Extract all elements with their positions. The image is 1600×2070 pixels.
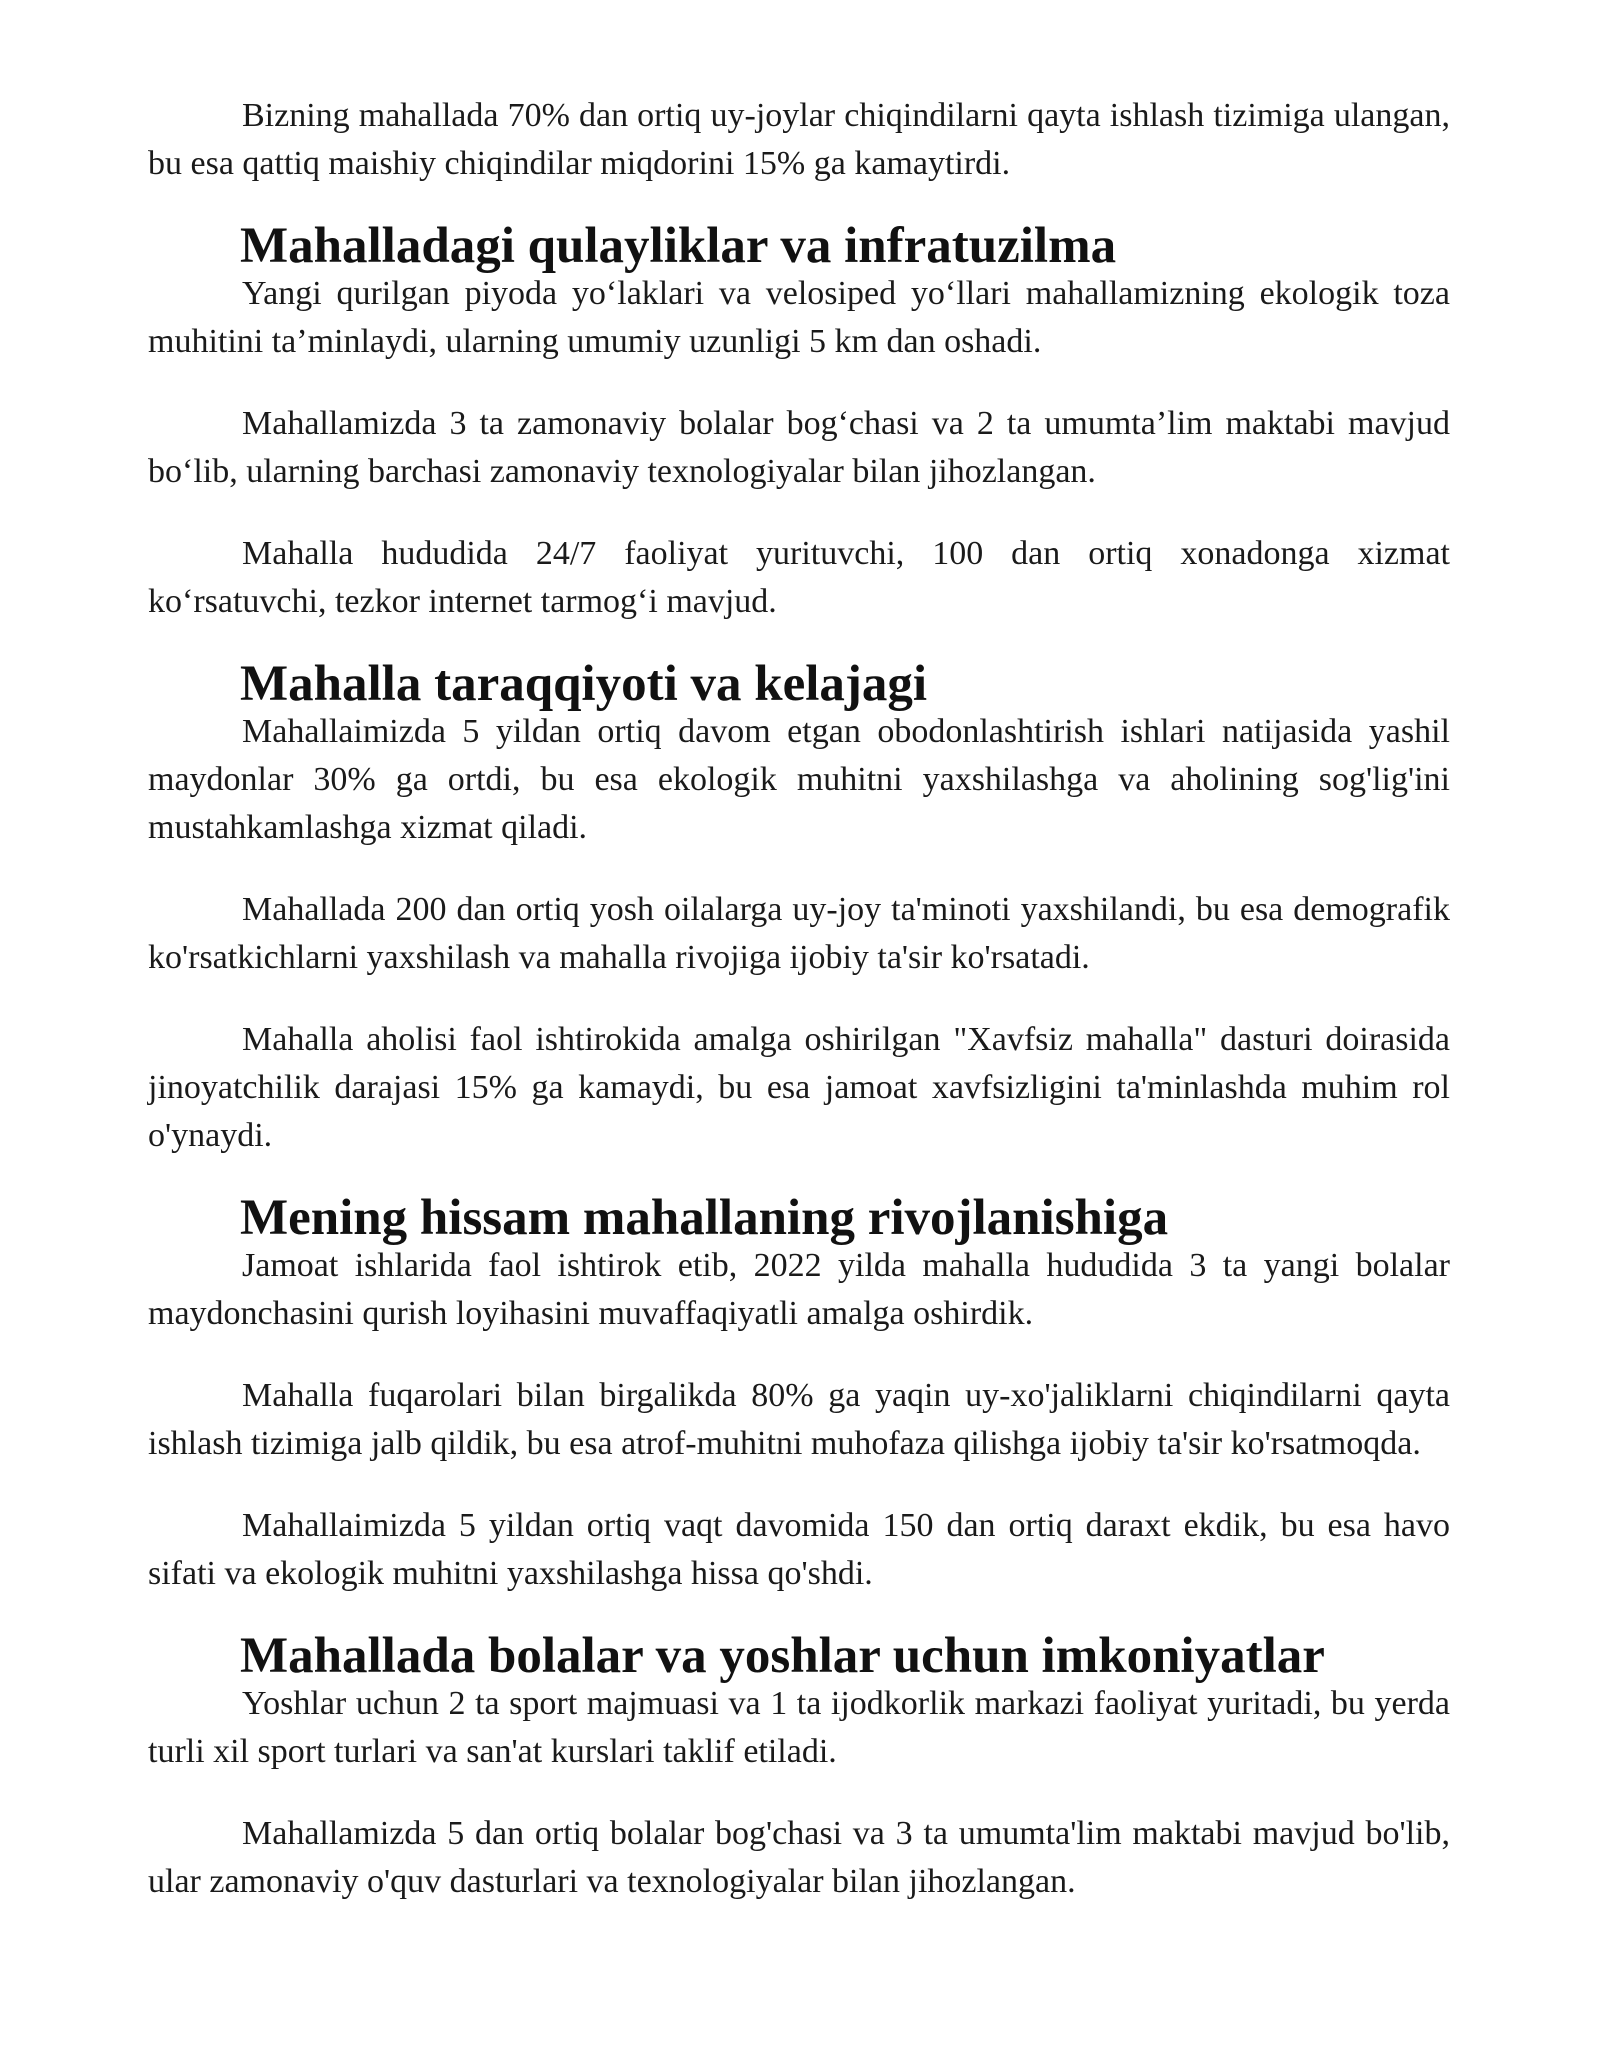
paragraph-households: Mahalla fuqarolari bilan birgalikda 80% ga yaqin uy-xo'jaliklarni chiqindilarni qayta ishlash tizimiga jalb qildik, bu esa atrof-muhitni muhofaza qilishga ijobiy ta'sir ko'rsatmoqda. [148, 1377, 1450, 1462]
document-page [148, 92, 1450, 1906]
heading-my-contribution: Mening hissam mahallaning rivojlanishiga [240, 1190, 1169, 1246]
paragraph-playgrounds: Jamoat ishlarida faol ishtirok etib, 2022 yilda mahalla hududida 3 ta yangi bolalar maydonchasini qurish loyihasini muvaffaqiyatli amalga oshirdik. [148, 1247, 1450, 1332]
paragraph-recycling: Bizning mahallada 70% dan ortiq uy-joylar chiqindilarni qayta ishlash tizimiga ulangan, bu esa qattiq maishiy chiqindilar miqdorini 15% ga kamaytirdi. [148, 97, 1450, 182]
paragraph-internet: Mahalla hududida 24/7 faoliyat yurituvchi, 100 dan ortiq xonadonga xizmat ko‘rsatuvchi, tezkor internet tarmog‘i mavjud. [148, 535, 1450, 620]
heading-infrastructure: Mahalladagi qulayliklar va infratuzilma [240, 218, 1117, 274]
paragraph-schools: Mahallamizda 5 dan ortiq bolalar bog'chasi va 3 ta umumta'lim maktabi mavjud bo'lib, ular zamonaviy o'quv dasturlari va texnologiyalar bilan jihozlangan. [148, 1815, 1450, 1900]
paragraph-green-areas: Mahallaimizda 5 yildan ortiq davom etgan obodonlashtirish ishlari natijasida yashil maydonlar 30% ga ortdi, bu esa ekologik muhitni yaxshilashga va aholining sog'lig'ini mustahkamlashga xizmat qiladi. [148, 713, 1450, 846]
paragraph-sports: Yoshlar uchun 2 ta sport majmuasi va 1 ta ijodkorlik markazi faoliyat yuritadi, bu yerda turli xil sport turlari va san'at kurslari taklif etiladi. [148, 1685, 1450, 1770]
paragraph-kindergartens: Mahallamizda 3 ta zamonaviy bolalar bog‘chasi va 2 ta umumta’lim maktabi mavjud bo‘lib, ularning barchasi zamonaviy texnologiyalar bilan jihozlangan. [148, 405, 1450, 490]
paragraph-housing: Mahallada 200 dan ortiq yosh oilalarga uy-joy ta'minoti yaxshilandi, bu esa demografik ko'rsatkichlarni yaxshilash va mahalla rivojiga ijobiy ta'sir ko'rsatadi. [148, 891, 1450, 976]
heading-youth-opportunities: Mahallada bolalar va yoshlar uchun imkoniyatlar [240, 1628, 1325, 1684]
paragraph-sidewalks: Yangi qurilgan piyoda yo‘laklari va velosiped yo‘llari mahallamizning ekologik toza muhitini ta’minlaydi, ularning umumiy uzunligi 5 km dan oshadi. [148, 275, 1450, 360]
heading-development: Mahalla taraqqiyoti va kelajagi [240, 656, 928, 712]
paragraph-trees: Mahallaimizda 5 yildan ortiq vaqt davomida 150 dan ortiq daraxt ekdik, bu esa havo sifati va ekologik muhitni yaxshilashga hissa qo'shdi. [148, 1507, 1450, 1592]
paragraph-safety: Mahalla aholisi faol ishtirokida amalga oshirilgan "Xavfsiz mahalla" dasturi doirasida jinoyatchilik darajasi 15% ga kamaydi, bu esa jamoat xavfsizligini ta'minlashda muhim rol o'ynaydi. [148, 1021, 1450, 1154]
